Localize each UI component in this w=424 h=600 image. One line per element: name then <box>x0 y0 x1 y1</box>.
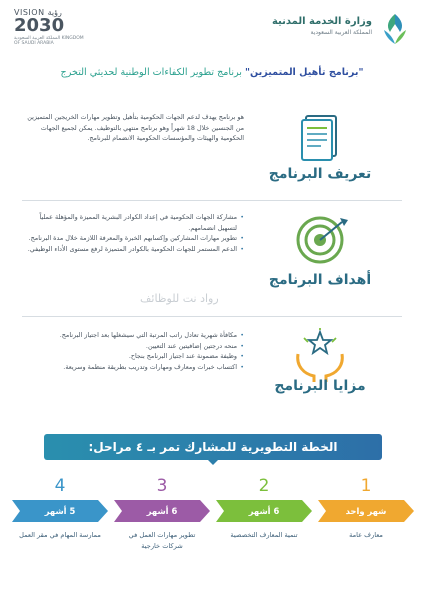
watermark-text: رواد نت للوظائف <box>140 292 219 305</box>
goal-item: • مشاركة الجهات الحكومية في إعداد الكوادر البشرية المميزة والمؤهلة عملياً لتسهيل انضمامهم. <box>22 212 244 233</box>
stage-description: معارف عامة <box>349 531 383 539</box>
benefit-item: • منحه درجتين إضافيتين عند التعيين. <box>22 341 244 352</box>
stage-description: ممارسة المهام في مقر العمل <box>19 531 101 539</box>
definition-heading: تعريف البرنامج <box>268 166 372 182</box>
section-divider <box>22 316 402 317</box>
program-description: برنامج تطوير الكفاءات الوطنية لحديثي التخرج <box>60 67 242 78</box>
benefit-item: • مكافأة شهرية تعادل راتب المرتبة التي سيشغلها بعد اجتياز البرنامج. <box>22 330 244 341</box>
benefit-item: • وظيفة مضمونة عند اجتياز البرنامج بنجاح. <box>22 351 244 362</box>
benefits-list <box>22 330 244 372</box>
stage-duration: 5 أشهر <box>44 506 76 516</box>
hands-star-icon <box>280 328 360 384</box>
stage-duration: شهر واحد <box>345 506 387 516</box>
section-divider <box>22 200 402 201</box>
benefit-item: • اكتساب خبرات ومعارف ومهارات وتدريب بطريقة منظمة وسريعة. <box>22 362 244 373</box>
document-icon <box>280 112 360 168</box>
stage-number: 1 <box>360 476 372 496</box>
stage-duration: 6 أشهر <box>146 506 178 516</box>
goal-item: • تطوير مهارات المشاركين وإكسابهم الخبرة والمعرفة اللازمة خلال مدة البرنامج. <box>22 233 244 244</box>
goals-list <box>22 212 244 254</box>
page-title <box>10 66 414 80</box>
stage-description: تطوير مهارات العمل في شركات خارجية <box>128 531 196 550</box>
benefits-heading: مزايا البرنامج <box>274 378 366 394</box>
definition-paragraph: هو برنامج يهدف لدعم الجهات الحكومية بتأهيل وتطوير مهارات الخريجين المتميزين من الجنسين خلال 18 شهراً وهو برنامج منتهي بالتوظيف. يمكن لجميع الجهات الحكومية والهيئات والمؤسسات الحكومية الانضمام للبرنامج. <box>27 113 244 142</box>
ministry-logo <box>262 12 412 46</box>
stage-description: تنمية المعارف التخصصية <box>230 531 298 539</box>
vision-country: المملكة العربية السعودية KINGDOM OF SAUDI ARABIA <box>14 36 84 46</box>
ministry-subtitle: المملكة العربية السعودية <box>310 29 372 36</box>
stage-number: 3 <box>156 476 168 496</box>
definition-text <box>22 112 244 144</box>
plan-banner: الخطة التطويرية للمشارك تمر بـ ٤ مراحل: <box>44 434 382 460</box>
vision-2030-logo <box>14 8 84 56</box>
ministry-emblem-icon <box>378 12 412 46</box>
goals-heading: أهداف البرنامج <box>268 272 372 288</box>
goal-item: • الدعم المستمر للجهات الحكومية بالكوادر المتميزة لرفع مستوى الأداء الوظيفي. <box>22 244 244 255</box>
target-icon <box>280 212 360 268</box>
stage-duration: 6 أشهر <box>248 506 280 516</box>
program-name: "برنامج تأهيل المتميزين" <box>245 67 364 78</box>
vision-label: VISION رؤية <box>14 8 62 17</box>
stage-number: 4 <box>54 476 66 496</box>
vision-year: 2030 <box>14 15 65 36</box>
stage-number: 2 <box>258 476 270 496</box>
ministry-name: وزارة الخدمة المدنية <box>271 16 372 27</box>
